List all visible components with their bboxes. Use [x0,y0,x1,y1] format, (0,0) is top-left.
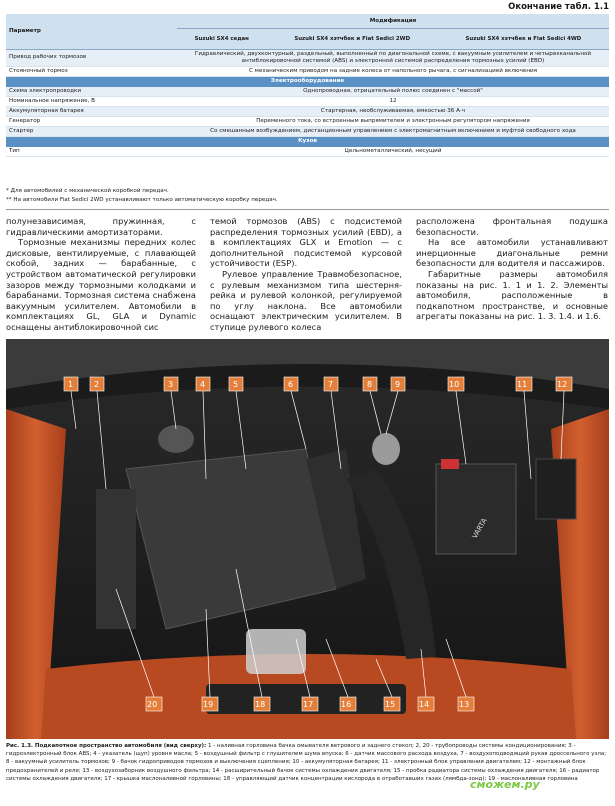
row-name: Тип [6,147,177,156]
row-value: С механическим приводом на задние колеса от напольного рычага, с сигнализацией включения [177,66,609,76]
table-row [6,147,609,156]
callout [164,377,178,391]
callout [196,377,210,391]
footnote: ** На автомобили Fiat Sedici 2WD устанавливают только автоматическую коробку передач. [6,197,278,203]
ac-pipes [96,489,136,629]
callout [458,697,474,711]
footnotes [6,187,278,205]
table-row [6,126,609,136]
paragraph: Рулевое управление Травмобезопасное, с рулевым механизмом типа шестерня-рейка и рулевой колонкой, регулируемой по углу наклона. Все автомобили оснащают электрическим усилителем. В ступице рулевого колеса [210,268,402,332]
svg-text:12: 12 [557,380,568,389]
row-name: Привод рабочих тормозов [6,50,177,67]
svg-text:6: 6 [288,380,294,389]
header-sub-2wd: Suzuki SX4 хэтчбек и Fiat Sedici 2WD [267,29,438,50]
battery [436,464,516,554]
battery-label: VARTA [470,516,489,540]
row-value: Со смешанным возбуждением, дистанционным управлением с электромагнитным включением и муфтой свободного хода [177,126,609,136]
paragraph: темой тормозов (ABS) с подсистемой распределения тормозных усилий (EBD), а в комплектациях GLX и Emotion — с дополнительной подсистемой курсовой устойчивости (ESP). [210,216,402,269]
footnote: * Для автомобилей с механической коробкой передач. [6,188,169,194]
brake-fluid-reservoir [372,433,400,465]
svg-text:3: 3 [168,380,174,389]
callout [448,377,464,391]
row-value: Однопроводная, отрицательный полюс соединен с "массой" [177,87,609,96]
engine-bay-photo [6,339,609,739]
section-row [6,76,609,87]
callout [418,697,434,711]
callout [229,377,243,391]
svg-text:1: 1 [68,380,74,389]
callout [302,697,318,711]
brake-booster [158,425,194,453]
row-name: Номинальное напряжение, В [6,96,177,106]
callout [556,377,572,391]
svg-text:13: 13 [459,700,470,709]
callout [64,377,78,391]
header-param: Параметр [6,14,177,50]
fuse-box [536,459,576,519]
section-electrical: Электрооборудование [6,76,609,87]
row-value: Гидравлический, двухконтурный, раздельный, выполненный по диагональной схеме, с вакуумным усилителем и четырехканальной антиблокировочной системой (ABS) и электронной системой распределения тормозных усилий (EBD) [177,50,609,67]
figure-caption [6,742,609,783]
coolant-reservoir [246,629,306,674]
header-sub-4wd: Suzuki SX4 хэтчбек и Fiat Sedici 4WD [438,29,609,50]
paragraph: полунезависимая, пружинная, с гидравлическими амортизаторами. [6,216,196,237]
svg-text:2: 2 [94,380,100,389]
callout [284,377,298,391]
svg-text:19: 19 [203,700,214,709]
svg-text:16: 16 [341,700,352,709]
svg-text:7: 7 [328,380,334,389]
row-value: Стартерная, необслуживаемая, емкостью 36 А·ч [177,106,609,116]
paragraph: Тормозные механизмы передних колес дисковые, вентилируемые, с плавающей скобой, задних — барабанные, с устройством автоматической регулировки зазоров между тормозными колодками и барабанами. Тормозная система снабжена вакуумным усилителем. Автомобили в комплектациях GL, GLA и Dynamic оснащены антиблокировочной сис [6,237,196,332]
svg-text:20: 20 [147,700,158,709]
header-modification: Модификация [177,14,609,29]
table-row [6,66,609,76]
spec-table [6,14,609,157]
svg-text:11: 11 [517,380,528,389]
row-name: Стартер [6,126,177,136]
callout [384,697,400,711]
callout [254,697,270,711]
caption-body: 1 - наливная горловина бачка омывателя ветрового и заднего стекол; 2, 20 - трубопроводы системы кондиционирования; 3 - гидроэлектронный блок ABS; 4 - указатель (щуп) уровня масла; 5 - воздушный фильтр с глушителем шума впуска; 6 - датчик массового расхода воздуха, 7 - воздухоподводящий рукав дроссельного узла; 8 - вакуумный усилитель тормозов; 9 - бачок гидроприводов тормозов и выключения сцепления; 10 - аккумуляторная батарея; 11 - электронный блок управления двигателем; 12 - монтажный блок предохранителей и реле; 13 - воздухозаборник воздушного фильтра; 14 - расширительный бачок системы охлаждения двигателя; 15 - пробка радиатора системы охлаждения двигателя; 16 - радиатор системы охлаждения двигателя; 17 - крышка маслоналивной горловины; 18 - управляющий датчик концентрации кислорода в отработавших газах (лямбда-зонд); 19 - маслоналивная горловина [6,743,607,782]
battery-terminal [441,459,459,469]
header-sub-sedan: Suzuki SX4 седан [177,29,267,50]
engine-bay-illustration [6,339,609,739]
row-value: Переменного тока, со встроенным выпрямителем и электронным регулятором напряжения [177,116,609,126]
callout [391,377,405,391]
callout [340,697,356,711]
callout [202,697,218,711]
table-row [6,106,609,116]
paragraph: Габаритные размеры автомобиля показаны на рис. 1. 1 и 1. 2. Элементы автомобиля, расположенные в подкапотном пространстве, и основные агрегаты показаны на рис. 1. 3. 1.4. и 1.6. [416,268,608,322]
svg-text:15: 15 [385,700,396,709]
svg-text:5: 5 [233,380,239,389]
svg-text:4: 4 [200,380,206,389]
svg-text:14: 14 [419,700,430,709]
table-row [6,50,609,67]
row-value: Цельнометаллический, несущий [177,147,609,156]
svg-text:18: 18 [255,700,266,709]
row-name: Генератор [6,116,177,126]
svg-text:17: 17 [303,700,314,709]
text-column-3 [416,216,608,322]
paragraph: расположена фронтальная подушка безопасности. [416,216,608,237]
svg-text:8: 8 [367,380,373,389]
callout [516,377,532,391]
svg-text:9: 9 [395,380,401,389]
svg-text:10: 10 [449,380,460,389]
table-title: Окончание табл. 1.1 [508,2,609,12]
callout [146,697,162,711]
caption-title: Рис. 1.3. Подкапотное пространство автомобиля (вид сверху): [6,743,207,749]
row-name: Схема электропроводки [6,87,177,96]
callout [90,377,104,391]
row-name: Стояночный тормоз [6,66,177,76]
watermark: сможем.ру [470,778,540,791]
divider [6,209,609,210]
row-name: Аккумуляторная батарея [6,106,177,116]
callout [324,377,338,391]
callout [363,377,377,391]
row-value: 12 [177,96,609,106]
text-column-2 [210,216,402,333]
text-column-1 [6,216,196,333]
paragraph: На все автомобили устанавливают инерционные диагональные ремни безопасности для водителя и пассажиров. [416,237,608,269]
table-row [6,96,609,106]
section-body: Кузов [6,136,609,147]
table-row [6,116,609,126]
table-row [6,87,609,96]
section-row [6,136,609,147]
